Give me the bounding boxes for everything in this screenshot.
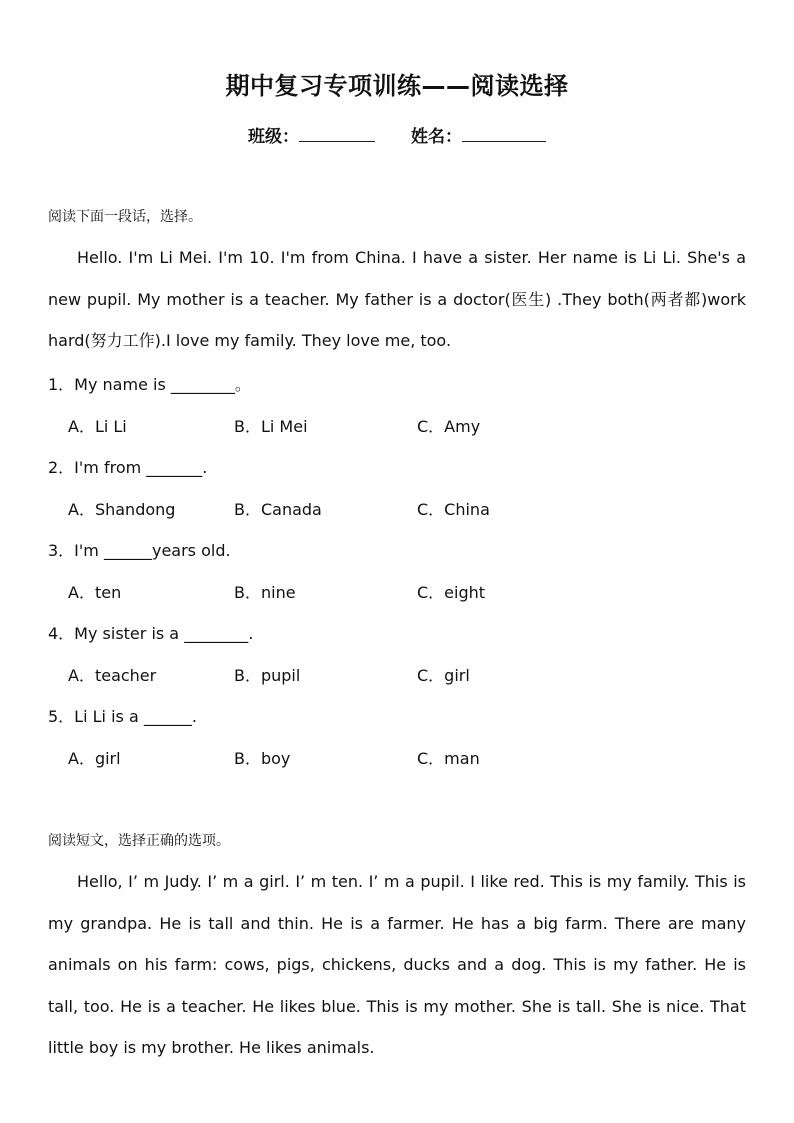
option-a[interactable]: A．teacher <box>68 666 157 685</box>
option-b[interactable]: B．nine <box>234 583 296 602</box>
section2-passage <box>48 861 746 1069</box>
section1-passage <box>48 237 746 362</box>
option-c[interactable]: C．man <box>417 749 480 768</box>
option-a[interactable]: A．Shandong <box>68 500 176 519</box>
option-a[interactable]: A．Li Li <box>68 417 127 436</box>
question-4-options <box>0 663 794 685</box>
option-c[interactable]: C．girl <box>417 666 470 685</box>
option-b[interactable]: B．pupil <box>234 666 301 685</box>
option-b[interactable]: B．Li Mei <box>234 417 308 436</box>
question-5: 5．Li Li is a ______. <box>48 707 197 726</box>
question-2-options <box>0 497 794 519</box>
question-5-options <box>0 746 794 768</box>
question-2: 2．I'm from _______. <box>48 458 208 477</box>
question-1-options <box>0 414 794 436</box>
student-info-line <box>0 122 794 147</box>
name-label: 姓名： <box>411 127 462 147</box>
question-4: 4．My sister is a ________. <box>48 624 254 643</box>
class-blank <box>299 125 375 142</box>
name-blank <box>462 125 546 142</box>
page-title: 期中复习专项训练——阅读选择 <box>225 72 569 100</box>
option-c[interactable]: C．Amy <box>417 417 481 436</box>
question-1: 1．My name is ________。 <box>48 375 251 394</box>
question-3: 3．I'm ______years old. <box>48 541 231 560</box>
section2-instruction: 阅读短文，选择正确的选项。 <box>48 833 230 849</box>
question-3-options <box>0 580 794 602</box>
option-a[interactable]: A．ten <box>68 583 122 602</box>
option-c[interactable]: C．China <box>417 500 490 519</box>
section2-passage-text: Hello, I’ m Judy. I’ m a girl. I’ m ten. I’ m a pupil. I like red. This is my family. This is my grandpa. He is tall and thin. He is a farmer. He has a big farm. There are many animals on his farm: cows, pigs, chickens, ducks and a dog. This is my father. He is tall, too. He is a teacher. He likes blue. This is my mother. She is tall. She is nice. That little boy is my brother. He likes animals. <box>48 872 746 1057</box>
option-c[interactable]: C．eight <box>417 583 486 602</box>
option-b[interactable]: B．Canada <box>234 500 322 519</box>
option-b[interactable]: B．boy <box>234 749 291 768</box>
section1-passage-text: Hello. I'm Li Mei. I'm 10. I'm from China. I have a sister. Her name is Li Li. She's a new pupil. My mother is a teacher. My father is a doctor(医生) .They both(两者都)work hard(努力工作).I love my family. They love me, too. <box>48 248 746 350</box>
class-label: 班级： <box>248 127 299 147</box>
section1-instruction: 阅读下面一段话，选择。 <box>48 209 202 225</box>
option-a[interactable]: A．girl <box>68 749 121 768</box>
